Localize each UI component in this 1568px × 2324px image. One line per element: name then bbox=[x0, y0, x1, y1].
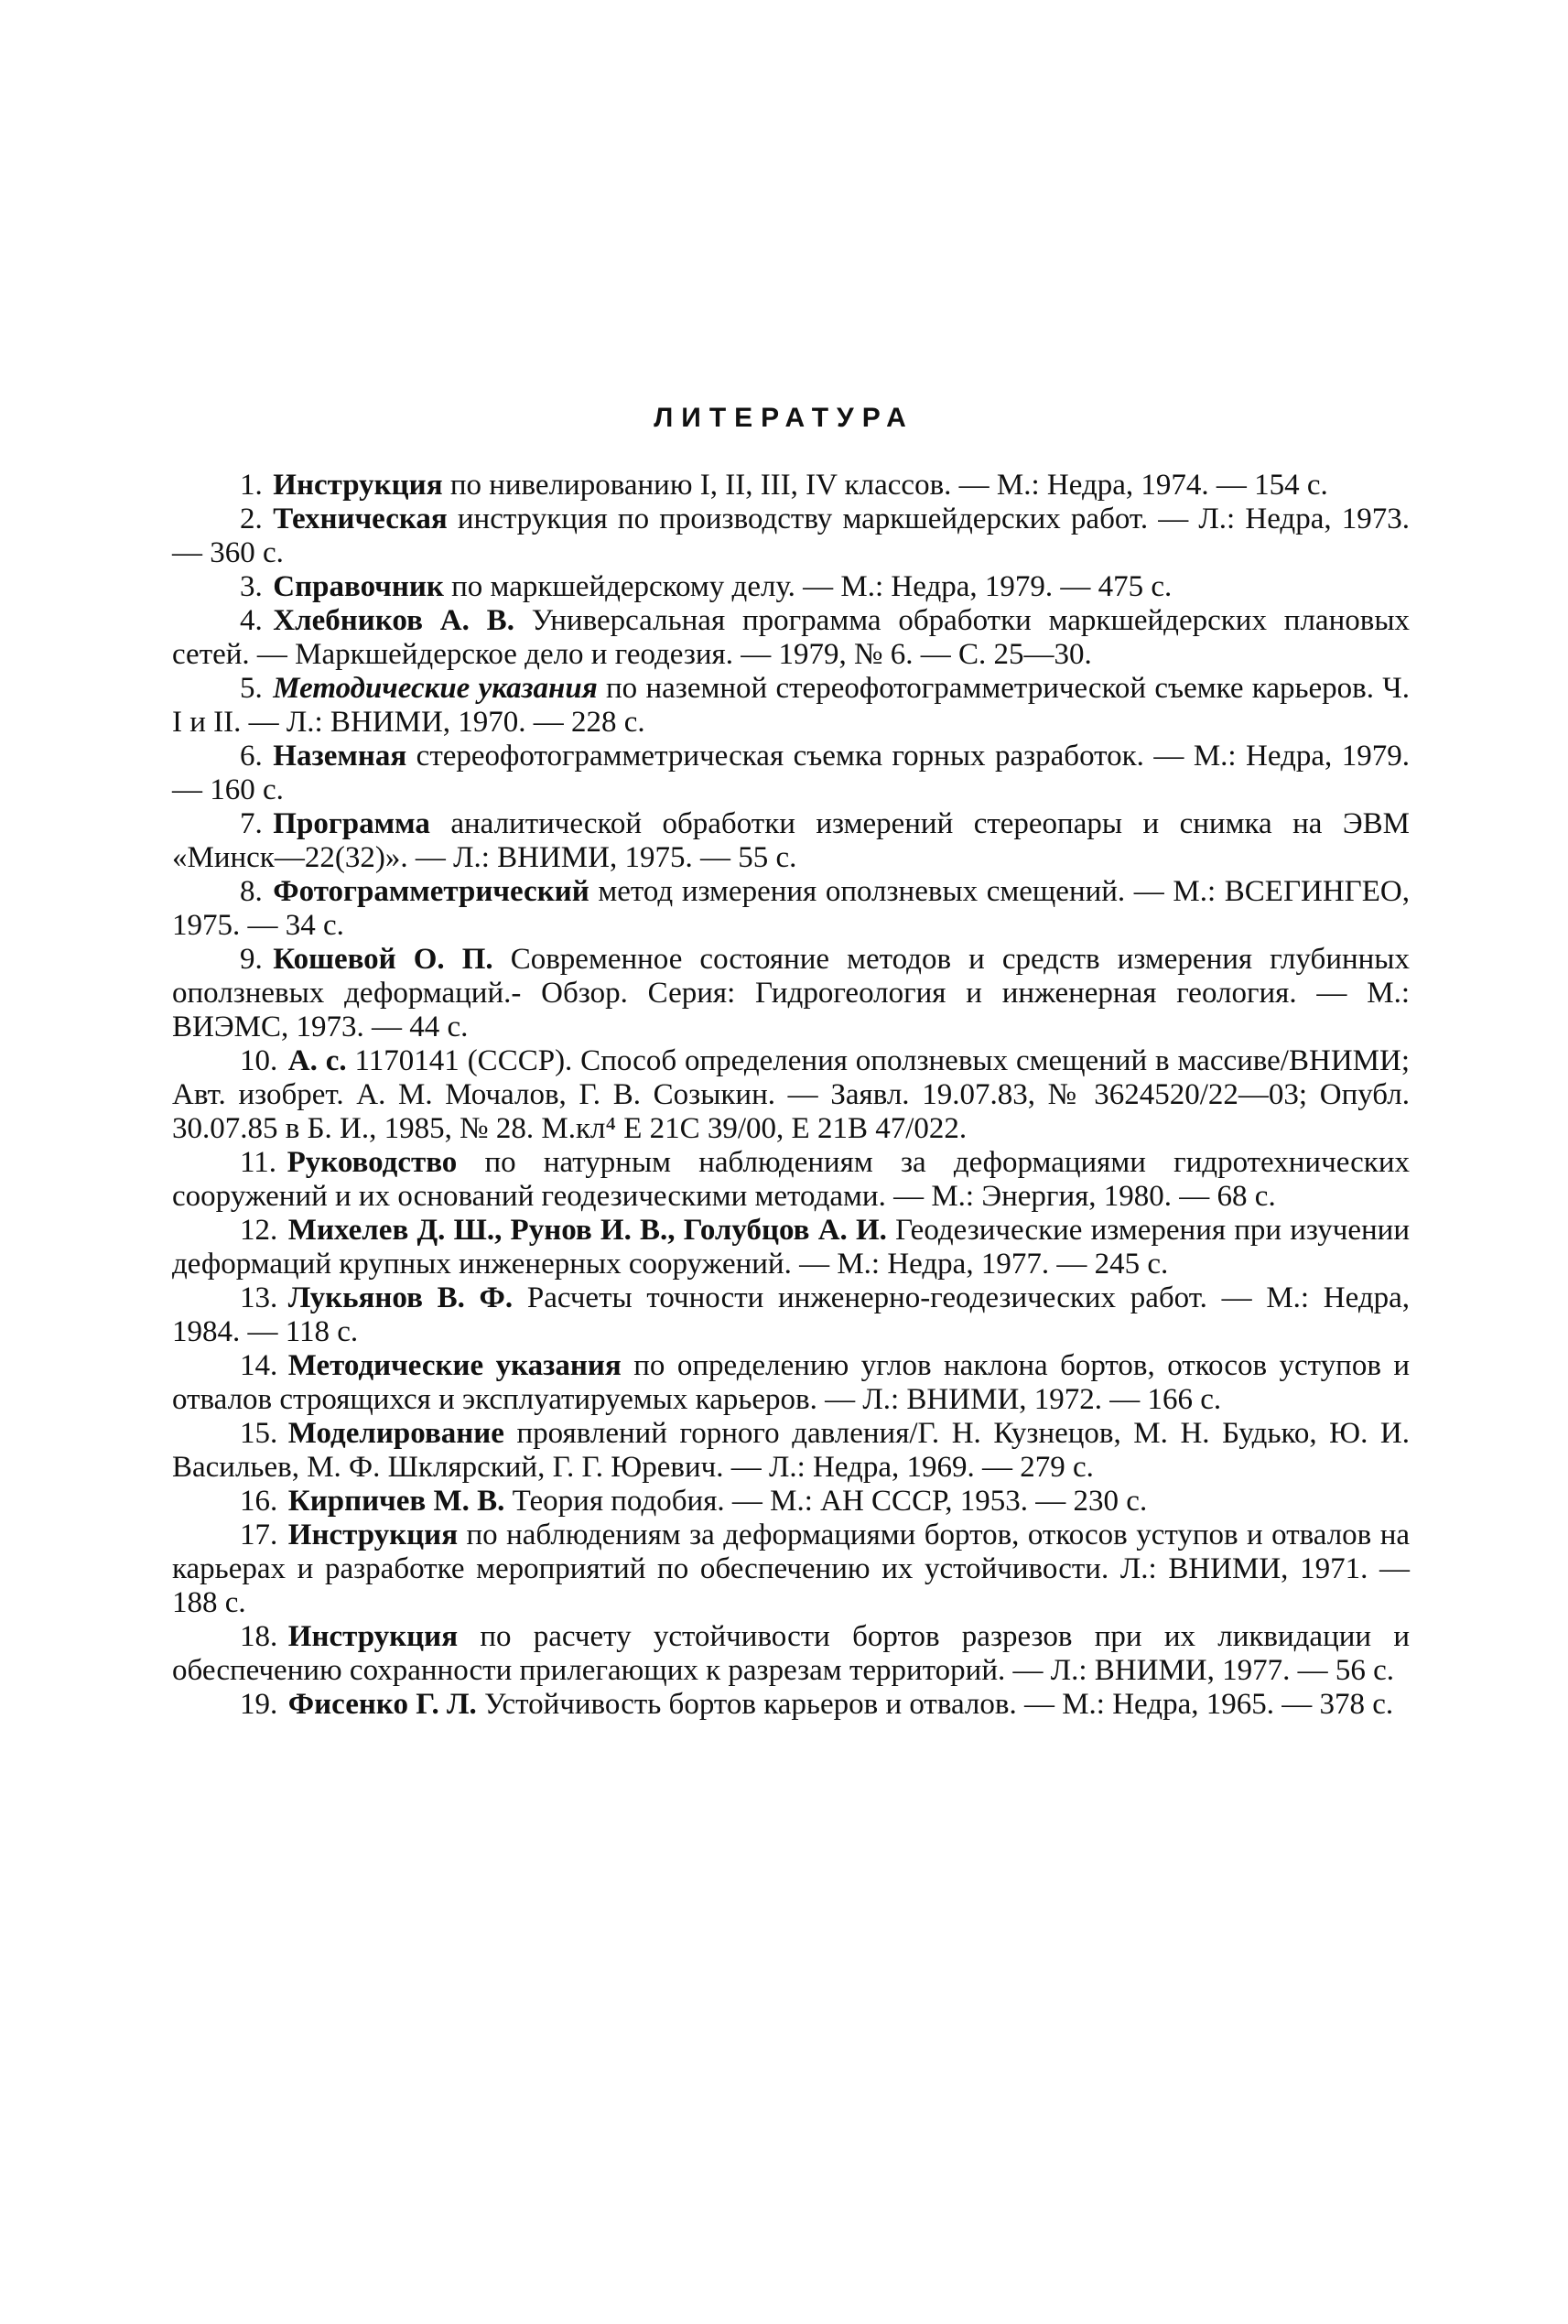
reference-text: Современное состояние методов и средств измерения глубинных оползневых деформаций.- Обзор. Серия: Гидрогеология и инженерная геология. — М.: ВИЭМС, 1973. — 44 с. bbox=[172, 943, 1410, 1043]
reference-author: Справочник bbox=[273, 570, 444, 603]
reference-number: 10. bbox=[240, 1044, 278, 1077]
reference-text: по маркшейдерскому делу. — М.: Недра, 1979. — 475 с. bbox=[443, 570, 1173, 603]
reference-item bbox=[172, 1281, 1410, 1349]
reference-item bbox=[172, 1688, 1410, 1722]
reference-number: 4. bbox=[240, 604, 263, 637]
reference-text: по наземной стереофотограмметрической съемке карьеров. Ч. I и II. — Л.: ВНИМИ, 1970. — 228 с. bbox=[172, 672, 1410, 739]
reference-author: Программа bbox=[273, 807, 430, 840]
reference-number: 1. bbox=[240, 469, 263, 502]
reference-item bbox=[172, 1485, 1410, 1519]
reference-text: по нивелированию I, II, III, IV классов. — М.: Недра, 1974. — 154 с. bbox=[442, 469, 1328, 502]
reference-item bbox=[172, 1417, 1410, 1485]
reference-text: Устойчивость бортов карьеров и отвалов. — М.: Недра, 1965. — 378 с. bbox=[476, 1688, 1394, 1721]
reference-text: Универсальная программа обработки маркшейдерских плановых сетей. — Маркшейдерское дело и геодезия. — 1979, № 6. — С. 25—30. bbox=[172, 604, 1410, 671]
reference-item bbox=[172, 469, 1410, 503]
reference-author: А. с. bbox=[287, 1044, 347, 1077]
reference-author: Инструкция bbox=[287, 1620, 459, 1653]
reference-item bbox=[172, 1519, 1410, 1620]
reference-number: 3. bbox=[240, 570, 263, 603]
reference-author: Фисенко Г. Л. bbox=[287, 1688, 477, 1721]
reference-item bbox=[172, 1620, 1410, 1688]
reference-number: 7. bbox=[240, 807, 263, 840]
reference-text: метод измерения оползневых смещений. — М.: ВСЕГИНГЕО, 1975. — 34 с. bbox=[172, 875, 1410, 942]
reference-text: по натурным наблюдениям за деформациями гидротехнических сооружений и их оснований геодезическими методами. — М.: Энергия, 1980. — 68 с. bbox=[172, 1146, 1410, 1213]
reference-item bbox=[172, 1349, 1410, 1417]
reference-author: Лукьянов В. Ф. bbox=[287, 1281, 514, 1314]
reference-number: 14. bbox=[240, 1349, 278, 1382]
reference-author: Хлебников А. В. bbox=[273, 604, 514, 637]
reference-text: 1170141 (СССР). Способ определения оползневых смещений в массиве/ВНИМИ; Авт. изобрет. А. М. Мочалов, Г. В. Созыкин. — Заявл. 19.07.83, № 3624520/22—03; Опубл. 30.07.85 в Б. И., 1985, № 28. М.кл⁴ Е 21С 39/00, Е 21В 47/022. bbox=[172, 1044, 1410, 1145]
reference-author: Михелев Д. Ш., Рунов И. В., Голубцов А. И. bbox=[287, 1214, 887, 1247]
reference-item bbox=[172, 1214, 1410, 1281]
reference-author: Методические указания bbox=[273, 672, 598, 705]
reference-author: Кирпичев М. В. bbox=[287, 1485, 505, 1518]
reference-item bbox=[172, 1044, 1410, 1146]
reference-number: 16. bbox=[240, 1485, 278, 1518]
reference-author: Кошевой О. П. bbox=[273, 943, 493, 976]
reference-number: 13. bbox=[240, 1281, 278, 1314]
reference-number: 8. bbox=[240, 875, 263, 908]
reference-number: 12. bbox=[240, 1214, 278, 1247]
reference-number: 6. bbox=[240, 740, 263, 773]
reference-item bbox=[172, 570, 1410, 604]
reference-text: проявлений горного давления/Г. Н. Кузнецов, М. Н. Будько, Ю. И. Васильев, М. Ф. Шклярский, Г. Г. Юревич. — Л.: Недра, 1969. — 279 с. bbox=[172, 1417, 1410, 1484]
reference-number: 18. bbox=[240, 1620, 278, 1653]
reference-text: Расчеты точности инженерно-геодезических работ. — М.: Недра, 1984. — 118 с. bbox=[172, 1281, 1411, 1348]
reference-item bbox=[172, 604, 1410, 672]
reference-text: по расчету устойчивости бортов разрезов при их ликвидации и обеспечению сохранности прилегающих к разрезам территорий. — Л.: ВНИМИ, 1977. — 56 с. bbox=[172, 1620, 1410, 1687]
reference-author: Наземная bbox=[273, 740, 407, 773]
reference-author: Инструкция bbox=[273, 469, 443, 502]
reference-number: 2. bbox=[240, 503, 263, 535]
reference-item bbox=[172, 807, 1410, 875]
reference-author: Моделирование bbox=[287, 1417, 504, 1450]
reference-text: по наблюдениям за деформациями бортов, откосов уступов и отвалов на карьерах и разработке мероприятий по обеспечению их устойчивости. Л.: ВНИМИ, 1971. — 188 с. bbox=[172, 1519, 1410, 1619]
reference-text: Теория подобия. — М.: АН СССР, 1953. — 230 с. bbox=[504, 1485, 1148, 1518]
reference-number: 19. bbox=[240, 1688, 278, 1721]
reference-list bbox=[172, 469, 1410, 1722]
reference-item bbox=[172, 1146, 1410, 1214]
reference-text: инструкция по производству маркшейдерских работ. — Л.: Недра, 1973. — 360 с. bbox=[172, 503, 1410, 569]
reference-author: Инструкция bbox=[287, 1519, 459, 1551]
page-title: ЛИТЕРАТУРА bbox=[654, 403, 914, 433]
reference-author: Техническая bbox=[273, 503, 448, 535]
reference-text: аналитической обработки измерений стереопары и снимка на ЭВМ «Минск—22(32)». — Л.: ВНИМИ, 1975. — 55 с. bbox=[172, 807, 1410, 874]
reference-number: 9. bbox=[240, 943, 263, 976]
reference-text: по определению углов наклона бортов, откосов уступов и отвалов строящихся и эксплуатируемых карьеров. — Л.: ВНИМИ, 1972. — 166 с. bbox=[172, 1349, 1411, 1416]
reference-text: стереофотограмметрическая съемка горных разработок. — М.: Недра, 1979. — 160 с. bbox=[172, 740, 1410, 806]
reference-number: 11. bbox=[240, 1146, 277, 1179]
reference-item bbox=[172, 740, 1410, 807]
reference-author: Методические указания bbox=[287, 1349, 622, 1382]
reference-item bbox=[172, 943, 1410, 1044]
reference-item bbox=[172, 503, 1410, 570]
reference-text: Геодезические измерения при изучении деформаций крупных инженерных сооружений. — М.: Недра, 1977. — 245 с. bbox=[172, 1214, 1410, 1281]
reference-number: 5. bbox=[240, 672, 263, 705]
reference-item bbox=[172, 875, 1410, 943]
reference-author: Руководство bbox=[287, 1146, 458, 1179]
reference-number: 15. bbox=[240, 1417, 278, 1450]
reference-item bbox=[172, 672, 1410, 740]
reference-number: 17. bbox=[240, 1519, 278, 1551]
reference-author: Фотограмметрический bbox=[273, 875, 589, 908]
